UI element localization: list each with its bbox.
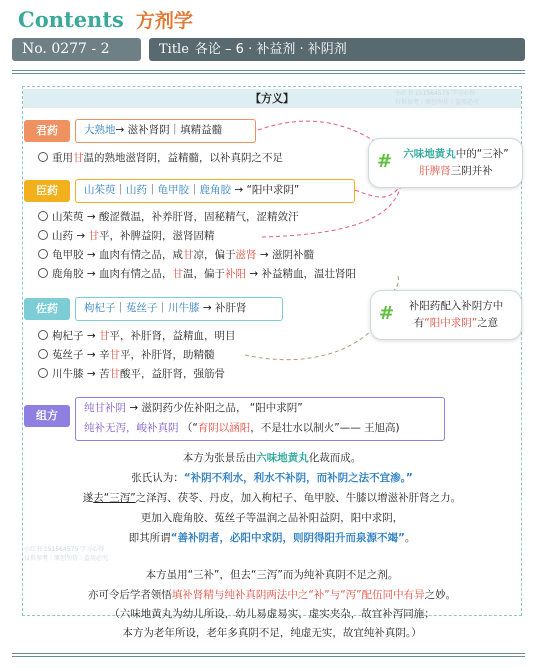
jun-herb-box [75, 119, 256, 143]
note-number: No. 0277 - 2 [12, 38, 141, 61]
hash-icon: # [377, 151, 393, 172]
para-line-2: 张氏认为：“补阴不利水，利水不补阴，而补阴之法不宜渗。” [131, 472, 413, 484]
zufang-box [75, 397, 445, 441]
bullet-circle-icon [38, 349, 48, 359]
chen-line-1: 山茱萸 → 酸涩微温，补养肝肾，固秘精气，涩精敛汗 [38, 210, 298, 225]
bullet-circle-icon [38, 249, 48, 259]
para-line-6: 本方虽用“三补”，但去“三泻”而为纯补真阴不足之剂。 [145, 569, 399, 581]
para-line-9: 本方为老年所设，老年多真阴不足，纯虚无实，故宜纯补真阴。） [122, 627, 422, 639]
zufang-row-2: 纯补无泻，峻补真阴 （“育阴以涵阳，不是壮水以制火”—— 王旭高) [84, 422, 400, 434]
jun-line: 重用甘温的熟地滋肾阴，益精髓，以补真阴之不足 [38, 151, 283, 166]
divider [12, 656, 525, 657]
tag-jun: 君药 [24, 120, 70, 142]
bullet-circle-icon [38, 230, 48, 240]
zufang-row-1: 纯甘补阴 → 滋阴药少佐补阳之品， “阳中求阴” [84, 402, 303, 414]
note-sanbu: # 六味地黄丸中的“三补” 肝脾肾三阴并补 [368, 138, 523, 188]
bullet-circle-icon [38, 268, 48, 278]
divider [12, 653, 525, 654]
zuo-line-1: 枸杞子 → 甘平，补肝肾，益精血，明目 [38, 329, 235, 344]
para-line-4: 更加入鹿角胶、菟丝子等温润之品补阳益阴，阳中求阴， [140, 512, 404, 524]
bullet-circle-icon [38, 368, 48, 378]
chen-herb-box: 山茱萸｜山药｜龟甲胶｜鹿角胶 → “阳中求阴” [75, 179, 355, 203]
chen-line-2: 山药 → 甘平，补脾益阴，滋肾固精 [38, 229, 214, 244]
zuo-line-2: 菟丝子 → 辛甘平，补肝肾，助精髓 [38, 348, 214, 363]
para-line-8: （六味地黄丸为幼儿所设，幼儿易虚易实，虚实夹杂，故宜补泻同施； [109, 608, 435, 620]
bullet-circle-icon [38, 330, 48, 340]
para-line-3: 遂去“三泻”之泽泻、茯苓、丹皮，加入枸杞子、龟甲胶、牛膝以增滋补肝肾之力。 [82, 492, 462, 504]
hash-icon: # [379, 303, 395, 324]
note-yangzhong: # 补阳药配入补阴方中 有“阳中求阴”之意 [370, 290, 522, 340]
herb-shudi: 大熟地 [84, 124, 116, 136]
title-en: Contents [18, 7, 124, 32]
tag-zufang: 组方 [24, 405, 70, 427]
para-line-5: 即其所谓“善补阴者，必阳中求阴，则阴得阳升而泉源不竭”。 [128, 532, 416, 544]
title-label: Title [159, 42, 189, 57]
chen-line-3: 龟甲胶 → 血肉有情之品，咸甘凉，偏于滋肾 → 滋阴补髓 [38, 248, 314, 263]
bullet-circle-icon [38, 152, 48, 162]
title-text: 各论 – 6 · 补益剂 · 补阴剂 [194, 42, 347, 57]
chen-line-4: 鹿角胶 → 血肉有情之品，甘温，偏于补阳 → 补益精血，温壮肾阳 [38, 267, 356, 282]
section-title: 【方义】 [23, 89, 521, 108]
watermark: 小红书 151564575 学习心得 仅供参考｜原创勿仿｜盗用必究 [395, 90, 480, 106]
bullet-circle-icon [38, 211, 48, 221]
watermark: 小红书 151564575 学习心得 仅供参考｜原创勿仿｜盗用必究 [24, 546, 109, 562]
jun-effect: → 滋补肾阴｜填精益髓 [115, 124, 223, 136]
title-cn: 方剂学 [135, 10, 193, 32]
zuo-herb-box: 枸杞子｜菟丝子｜川牛膝 → 补肝肾 [75, 297, 283, 321]
zuo-line-3: 川牛膝 → 苦甘酸平，益肝肾，强筋骨 [38, 367, 225, 382]
para-line-1: 本方为张景岳由六味地黄丸化裁而成。 [182, 452, 362, 464]
tag-chen: 臣药 [24, 180, 70, 202]
tag-zuo: 佐药 [24, 298, 70, 320]
para-line-7: 亦可令后学者领悟填补肾精与纯补真阴两法中之“补”与“泻”配伍同中有异之妙。 [87, 589, 457, 601]
